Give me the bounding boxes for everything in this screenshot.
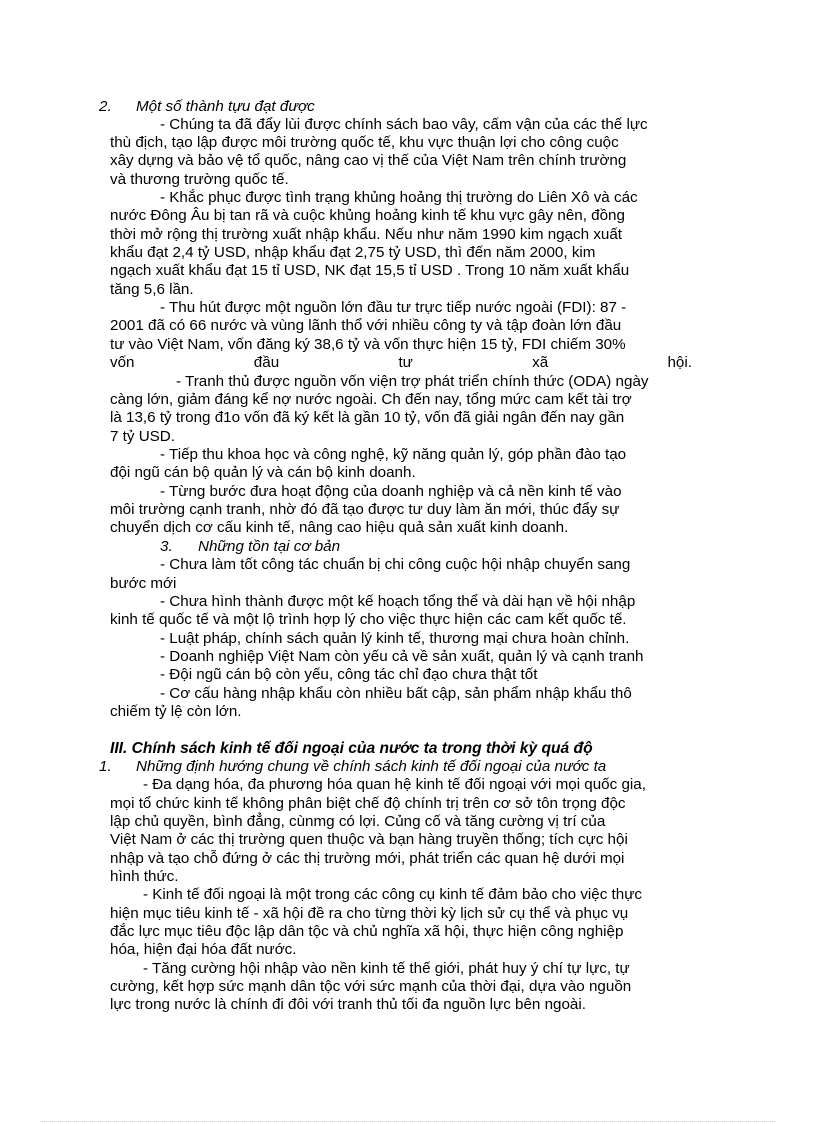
text-line: đội ngũ cán bộ quản lý và cán bộ kinh doanh. <box>110 464 416 481</box>
text-line: lập chủ quyền, bình đẳng, cùnmg có lợi. Củng cố và tăng cường vị trí của <box>110 813 606 830</box>
text-line: hình thức. <box>110 868 179 885</box>
text-line: - Đa dạng hóa, đa phương hóa quan hệ kinh tế đối ngoại với mọi quốc gia, <box>143 776 646 793</box>
heading-orientations: Những định hướng chung về chính sách kinh tế đối ngoại của nước ta <box>136 758 607 775</box>
text-line: 2001 đã có 66 nước và vùng lãnh thổ với nhiều công ty và tập đoàn lớn đầu <box>110 317 622 334</box>
text-line: bước mới <box>110 575 177 592</box>
text-line: lực trong nước là chính đi đôi với tranh thủ tối đa nguồn lực bên ngoài. <box>110 996 586 1013</box>
text-line: - Thu hút được một nguồn lớn đầu tư trực tiếp nước ngoài (FDI): 87 - <box>160 299 627 316</box>
text-line: đắc lực mục tiêu độc lập dân tộc và chủ nghĩa xã hội, thực hiện công nghiệp <box>110 923 624 940</box>
text-line: càng lớn, giảm đáng kể nợ nước ngoài. Ch đến nay, tổng mức cam kết tài trợ <box>110 391 632 408</box>
text-line: nhập và tạo chỗ đứng ở các thị trường mới, phát triển các quan hệ dưới mọi <box>110 850 625 867</box>
text-line: thù địch, tạo lập được môi trường quốc tế, khu vực thuận lợi cho công cuộc <box>110 134 619 151</box>
text-line: 7 tỷ USD. <box>110 428 175 445</box>
text-line: xây dựng và bảo vệ tổ quốc, nâng cao vị thế của Việt Nam trên chính trường <box>110 152 627 169</box>
word: tư <box>398 354 413 371</box>
heading-number-1: 1. <box>99 758 112 775</box>
text-line: mọi tổ chức kinh tế không phân biệt chế độ chính trị trên cơ sở tôn trọng độc <box>110 795 626 812</box>
text-line: tư vào Việt Nam, vốn đăng ký 38,6 tỷ và vốn thực hiện 15 tỷ, FDI chiếm 30% <box>110 336 626 353</box>
text-line: - Đội ngũ cán bộ còn yếu, công tác chỉ đạo chưa thật tốt <box>160 666 538 683</box>
text-line: khẩu đạt 2,4 tỷ USD, nhập khẩu đạt 2,75 tỷ USD, thì đến năm 2000, kim <box>110 244 596 261</box>
text-line: - Tiếp thu khoa học và công nghệ, kỹ năng quản lý, góp phần đào tạo <box>160 446 627 463</box>
text-line: - Tranh thủ được nguồn vốn viện trợ phát triển chính thức (ODA) ngày <box>176 373 649 390</box>
word: hội. <box>667 354 692 371</box>
heading-weaknesses: Những tồn tại cơ bản <box>198 538 341 555</box>
heading-number-3: 3. <box>160 538 173 555</box>
text-line: - Tăng cường hội nhập vào nền kinh tế thế giới, phát huy ý chí tự lực, tự <box>143 960 630 977</box>
word: xã <box>532 354 549 371</box>
text-line: hiện mục tiêu kinh tế - xã hội đề ra cho từng thời kỳ lịch sử cụ thể và phục vụ <box>110 905 629 922</box>
text-line: - Doanh nghiệp Việt Nam còn yếu cả về sản xuất, quản lý và cạnh tranh <box>160 648 644 665</box>
text-line: là 13,6 tỷ trong đ1o vốn đã ký kết là gần 10 tỷ, vốn đã giải ngân đến nay gần <box>110 409 625 426</box>
text-line: chiếm tỷ lệ còn lớn. <box>110 703 242 720</box>
text-line: nước Đông Âu bị tan rã và cuộc khủng hoảng kinh tế khu vực gây nên, đồng <box>110 207 625 224</box>
word: vốn <box>110 354 135 371</box>
text-line: - Luật pháp, chính sách quản lý kinh tế, thương mại chưa hoàn chỉnh. <box>160 630 630 647</box>
page-bottom-rule <box>40 1121 775 1122</box>
text-line: - Cơ cấu hàng nhập khẩu còn nhiều bất cập, sản phẩm nhập khẩu thô <box>160 685 632 702</box>
section-heading-III: III. Chính sách kinh tế đối ngoại của nước ta trong thời kỳ quá độ <box>110 740 593 757</box>
text-line: - Chưa làm tốt công tác chuẩn bị chi công cuộc hội nhập chuyển sang <box>160 556 631 573</box>
text-line: hóa, hiện đại hóa đất nước. <box>110 941 297 958</box>
text-line: ngạch xuất khẩu đạt 15 tỉ USD, NK đạt 15,5 tỉ USD . Trong 10 năm xuất khẩu <box>110 262 630 279</box>
heading-achievements: Một số thành tựu đạt được <box>136 98 315 115</box>
word: đầu <box>253 354 280 371</box>
text-line: tăng 5,6 lần. <box>110 281 194 298</box>
text-line: chuyển dịch cơ cấu kinh tế, nâng cao hiệu quả sản xuất kinh doanh. <box>110 519 569 536</box>
text-line: - Kinh tế đối ngoại là một trong các công cụ kinh tế đảm bảo cho việc thực <box>143 886 642 903</box>
text-line: môi trường cạnh tranh, nhờ đó đã tạo được tư duy làm ăn mới, thúc đẩy sự <box>110 501 620 518</box>
text-line: Việt Nam ở các thị trường quen thuộc và bạn hàng truyền thống; tích cực hội <box>110 831 628 848</box>
text-line: và thương trường quốc tế. <box>110 171 289 188</box>
text-line: cường, kết hợp sức mạnh dân tộc với sức mạnh của thời đại, dựa vào nguồn <box>110 978 632 995</box>
text-line: - Từng bước đưa hoạt động của doanh nghiệp và cả nền kinh tế vào <box>160 483 622 500</box>
text-line: thời mở rộng thị trường xuất nhập khẩu. Nếu như năm 1990 kim ngạch xuất <box>110 226 623 243</box>
text-line: - Khắc phục được tình trạng khủng hoảng thị trường do Liên Xô và các <box>160 189 638 206</box>
heading-number-2: 2. <box>99 98 112 115</box>
text-line: - Chúng ta đã đẩy lùi được chính sách bao vây, cấm vận của các thế lực <box>160 116 648 133</box>
text-line: - Chưa hình thành được một kế hoạch tổng thể và dài hạn về hội nhập <box>160 593 636 610</box>
text-line: kinh tế quốc tế và một lộ trình hợp lý cho việc thực hiện các cam kết quốc tế. <box>110 611 627 628</box>
justified-line <box>110 354 692 372</box>
